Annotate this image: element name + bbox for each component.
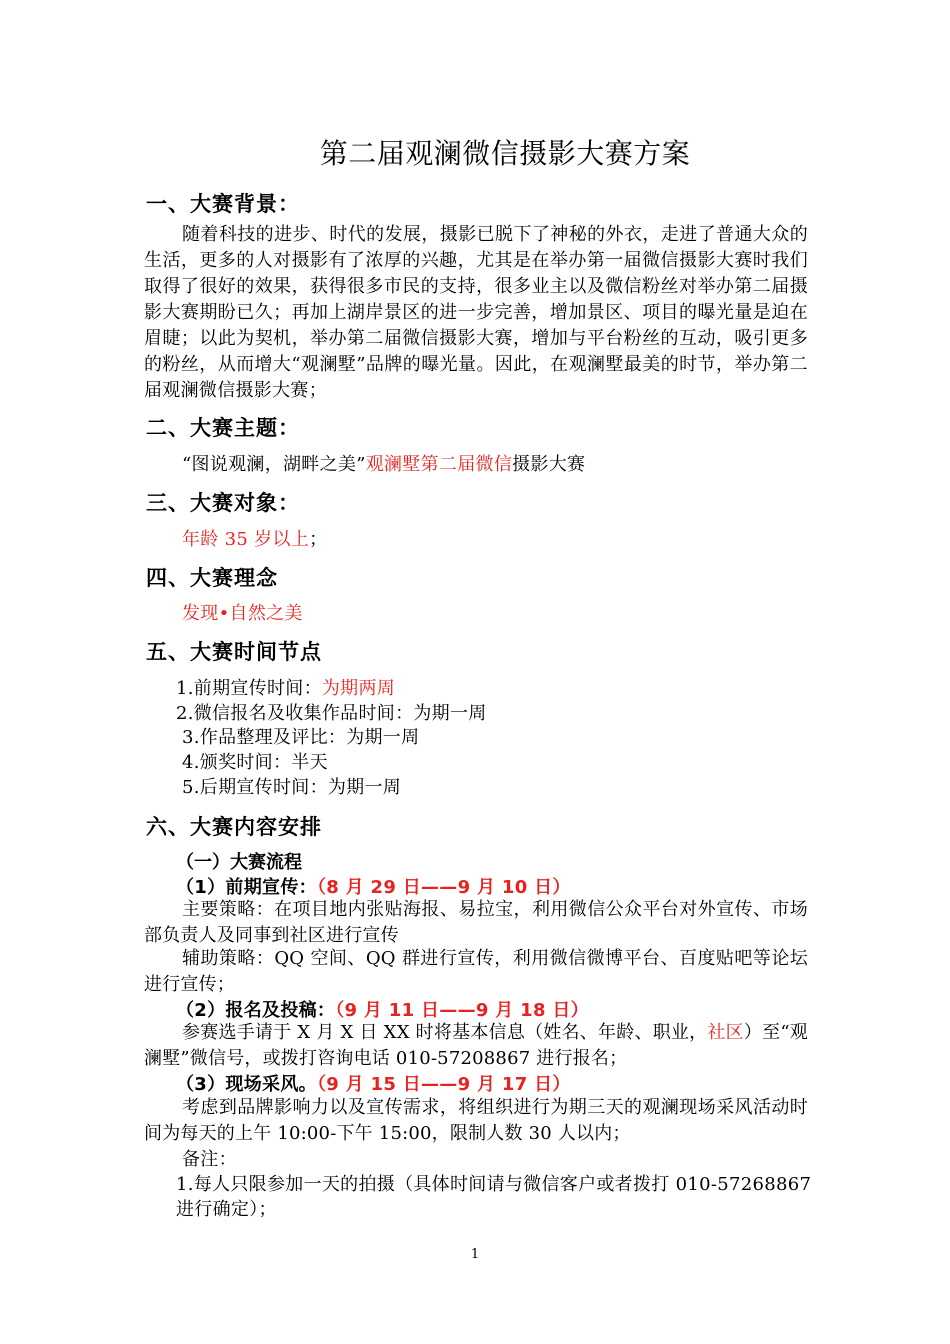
page-number: 1 xyxy=(470,1247,480,1262)
field-trip-paragraph: 考虑到品牌影响力以及宣传需求，将组织进行为期三天的观澜现场采风活动时间为每天的上午 10:00-下午 15:00，限制人数 30 人以内； xyxy=(144,1097,808,1144)
audience-tail: ； xyxy=(309,529,328,550)
theme-text-end: 摄影大赛 xyxy=(512,454,586,475)
signup-paragraph xyxy=(144,1020,808,1072)
section-heading-audience: 三、大赛对象： xyxy=(146,491,300,515)
step-label: （1）前期宣传： xyxy=(176,877,317,898)
timeline-label: 2.微信报名及收集作品时间： xyxy=(176,703,414,724)
background-paragraph: 随着科技的进步、时代的发展，摄影已脱下了神秘的外衣，走进了普通大众的生活，更多的人对摄影有了浓厚的兴趣，尤其是在举办第一届微信摄影大赛时我们取得了很好的效果，获得很多市民的支持，很多业主以及微信粉丝对举办第二届摄影大赛期盼已久；再加上湖岸景区的进一步完善，增加景区、项目的曝光量是迫在眉睫；以此为契机，举办第二届微信摄影大赛，增加与平台粉丝的互动，吸引更多的粉丝，从而增大“观澜墅”品牌的曝光量。因此，在观澜墅最美的时节，举办第二届观澜微信摄影大赛； xyxy=(144,224,808,401)
step-date: （9 月 11 日——9 月 18 日） xyxy=(335,1000,589,1021)
timeline-item xyxy=(182,773,401,799)
note-item-line2: 进行确定）； xyxy=(176,1199,277,1220)
theme-highlight: 观澜墅第二届微信 xyxy=(365,454,513,475)
concept-line: 发现•自然之美 xyxy=(182,603,303,624)
section-heading-concept: 四、大赛理念 xyxy=(146,566,278,590)
timeline-value: 半天 xyxy=(291,752,328,773)
section-heading-timeline: 五、大赛时间节点 xyxy=(146,640,322,664)
timeline-value: 为期一周 xyxy=(346,727,420,748)
theme-line xyxy=(182,450,585,476)
timeline-label: 5.后期宣传时间： xyxy=(182,777,328,798)
note-item-line1: 1.每人只限参加一天的拍摄（具体时间请与微信客户或者拨打 010-57268867 xyxy=(176,1174,812,1195)
step-heading xyxy=(176,873,571,899)
audience-highlight: 年龄 35 岁以上 xyxy=(182,529,310,550)
section-heading-arrangement: 六、大赛内容安排 xyxy=(146,815,322,839)
timeline-value: 为期一周 xyxy=(327,777,402,798)
subsection-heading-process: （一）大赛流程 xyxy=(176,852,302,873)
signup-text-end: ）至“观澜墅”微信号，或拨打咨询电话 010-57208867 进行报名； xyxy=(144,1022,808,1069)
timeline-value: 为期两周 xyxy=(321,678,396,699)
document-title: 第二届观澜微信摄影大赛方案 xyxy=(319,137,691,170)
step-date: （8 月 29 日——9 月 10 日） xyxy=(316,877,571,898)
audience-line xyxy=(182,525,327,551)
note-label: 备注： xyxy=(182,1149,237,1170)
aux-strategy-paragraph: 辅助策略：QQ 空间、QQ 群进行宣传，利用微信微博平台、百度贴吧等论坛进行宣传； xyxy=(144,948,808,995)
signup-highlight: 社区 xyxy=(707,1022,744,1043)
main-strategy-paragraph: 主要策略：在项目地内张贴海报、易拉宝，利用微信公众平台对外宣传、市场部负责人及同事到社区进行宣传 xyxy=(144,899,808,946)
timeline-item xyxy=(176,699,487,725)
step-heading xyxy=(176,1070,571,1096)
timeline-item xyxy=(182,748,328,774)
section-heading-theme: 二、大赛主题： xyxy=(146,416,300,440)
timeline-item xyxy=(176,674,395,700)
timeline-label: 1.前期宣传时间： xyxy=(176,678,322,699)
step-date: （9 月 15 日——9 月 17 日） xyxy=(316,1074,571,1095)
step-label: （3）现场采风。 xyxy=(176,1074,317,1095)
timeline-label: 3.作品整理及评比： xyxy=(182,727,347,748)
timeline-item xyxy=(182,723,419,749)
theme-text: “图说观澜，湖畔之美” xyxy=(182,454,366,475)
timeline-value: 为期一周 xyxy=(413,703,487,724)
section-heading-background: 一、大赛背景： xyxy=(146,192,300,216)
signup-text: 参赛选手请于 X 月 X 日 XX 时将基本信息（姓名、年龄、职业， xyxy=(182,1022,708,1043)
step-heading xyxy=(176,996,589,1022)
timeline-label: 4.颁奖时间： xyxy=(182,752,292,773)
step-label: （2）报名及投稿： xyxy=(176,1000,336,1021)
